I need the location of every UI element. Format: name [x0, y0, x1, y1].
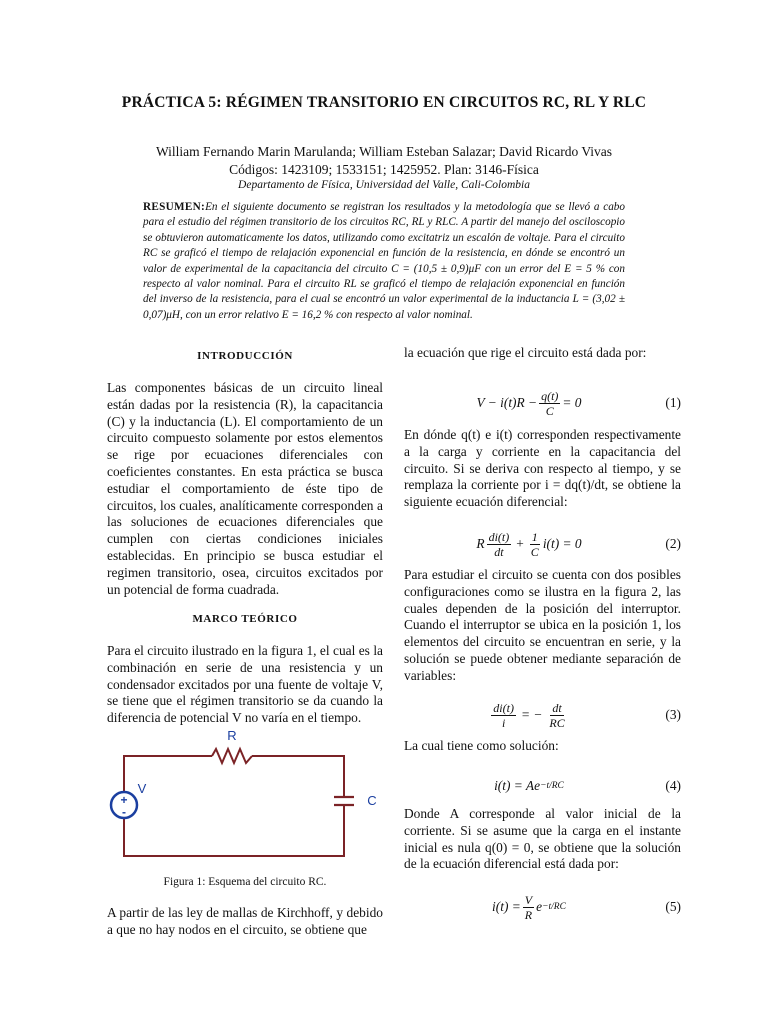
- eq1-fraction: $\frac{q(t)}{C}$: [541, 388, 559, 418]
- eq2-fraction-1: $\frac{di(t)}{dt}$: [488, 529, 510, 559]
- eq2-pre: R: [476, 536, 485, 551]
- eq3-number: (3): [665, 707, 681, 722]
- eq2-plus: +: [516, 536, 524, 551]
- resistor-symbol: [212, 749, 252, 763]
- eq5-exponent: −t/RC: [542, 902, 566, 912]
- figure-1-caption: Figura 1: Esquema del circuito RC.: [163, 876, 327, 888]
- eq3-equals: = −: [520, 707, 543, 722]
- paper-department: Departamento de Física, Universidad del Valle, Cali-Colombia: [238, 179, 530, 191]
- eq3-fraction-2: $\frac{dt}{RC}$: [549, 700, 565, 730]
- eq4-lhs: i(t) = Ae: [494, 778, 541, 793]
- eq1-rhs: = 0: [562, 395, 582, 410]
- paper-title: PRÁCTICA 5: RÉGIMEN TRANSITORIO EN CIRCUITOS RC, RL Y RLC: [121, 94, 647, 111]
- eq4-number: (4): [665, 778, 681, 793]
- circuit-wire: [124, 805, 344, 856]
- eq5-lhs: i(t) =: [492, 899, 521, 914]
- equation-4: [404, 769, 681, 803]
- paper-authors: William Fernando Marin Marulanda; William Esteban Salazar; David Ricardo Vivas: [155, 144, 613, 159]
- right-paragraph-5: Donde A corresponde al valor inicial de la corriente. Si se asume que la carga en el instante inicial es nula q(0) = 0, se obtiene que la solución de la ecuación diferencial está dada por:: [404, 806, 681, 872]
- right-paragraph-4: La cual tiene como solución:: [404, 738, 559, 753]
- abstract-label: RESUMEN:: [143, 201, 206, 213]
- eq2-number: (2): [665, 536, 681, 551]
- label-R: R: [227, 728, 237, 743]
- eq4-exponent: −t/RC: [540, 781, 564, 791]
- theory-heading: MARCO TEÓRICO: [192, 613, 298, 625]
- equation-2: [404, 527, 681, 561]
- source-minus: -: [122, 805, 126, 819]
- source-plus: +: [120, 793, 128, 807]
- right-paragraph-1: la ecuación que rige el circuito está dada por:: [404, 345, 647, 360]
- eq2-fraction-2: $\frac{1}{C}$: [530, 529, 539, 559]
- abstract-text: En el siguiente documento se registran los resultados y la metodología que se llevó a cabo para el estudio del régimen transitorio de los circuitos RC, RL y RLC. A partir del manejo del osciloscopio se obtuvieron automaticamente los datos, utilizando como excitatriz un escalón de voltaje. Para el circuito RC se graficó el tiempo de relajación exponencial en función de la resistencia, en dónde se encontró un valor de experimental de la capacitancia del circuito C = (10,5 ± 0,9)μF con un error del E = 5 % con respecto al valor nominal. Para el circuito RL se graficó el tiempo de relajación exponencial en función del inverso de la resistencia, para el cual se encontró un valor experimental de la inductancia L = (3,02 ± 0,07)μH, con un error relativo E = 16,2 % con respecto al valor nominal.: [143, 201, 625, 321]
- label-V: V: [137, 781, 147, 796]
- eq5-number: (5): [665, 899, 681, 914]
- right-paragraph-2: En dónde q(t) e i(t) corresponden respectivamente a la carga y corriente en la capacitancia del circuito. Si se deriva con respecto al tiempo, y se remplaza la corriente por i = dq(t)/dt, se obtiene la siguiente ecuación diferencial:: [404, 427, 681, 510]
- equation-1: [404, 386, 681, 420]
- eq5-base: e: [536, 899, 543, 914]
- abstract: [143, 200, 625, 323]
- eq2-post: i(t) = 0: [542, 536, 582, 551]
- eq5-fraction: $\frac{V}{R}$: [524, 892, 533, 922]
- intro-heading: INTRODUCCIÓN: [197, 350, 293, 362]
- eq3-fraction-1: $\frac{di(t)}{i}$: [493, 700, 514, 730]
- circuit-wire: [252, 756, 344, 797]
- equation-5: [404, 890, 681, 924]
- eq1-number: (1): [665, 395, 681, 410]
- right-paragraph-3: Para estudiar el circuito se cuenta con dos posibles configuraciones como se ilustra en la figura 2, las cuales dependen de la posición del interruptor. Cuando el interruptor se ubica en la posición 1, los elementos del circuito se encuentran en serie, y la solución se puede obtener mediante separación de variables:: [404, 567, 681, 683]
- equation-3: [404, 698, 681, 732]
- label-C: C: [367, 793, 377, 808]
- theory-paragraph: Para el circuito ilustrado en la figura 1, el cual es la combinación en serie de una resistencia y un condensador excitados por una fuente de voltaje V, se tiene que el régimen transitorio se da cuando la diferencia de potencial V no varía en el tiempo.: [107, 643, 383, 726]
- paper-codes: Códigos: 1423109; 1533151; 1425952. Plan: 3146-Física: [229, 162, 539, 177]
- intro-paragraph: Las componentes básicas de un circuito lineal están dadas por la resistencia (R), la capacitancia (C) y la inductancia (L). El comportamiento de un circuito compuesto solamente por estos elementos se rige por ecuaciones diferenciales con coeficientes constantes. En esta práctica se busca estudiar el comportamiento de éste tipo de circuitos, los cuales, analíticamente corresponden a las soluciones de ecuaciones diferenciales que cumplen con ciertas condiciones iniciales establecidas. En principio se busca estudiar el regimen transitorio, osea, circuitos excitados por un potencial de forma cuadrada.: [107, 380, 383, 597]
- eq1-lhs: V − i(t)R −: [476, 395, 538, 410]
- rc-circuit-figure: [100, 725, 390, 865]
- kirchhoff-paragraph: A partir de las ley de mallas de Kirchhoff, y debido a que no hay nodos en el circuito, se obtiene que: [107, 905, 383, 937]
